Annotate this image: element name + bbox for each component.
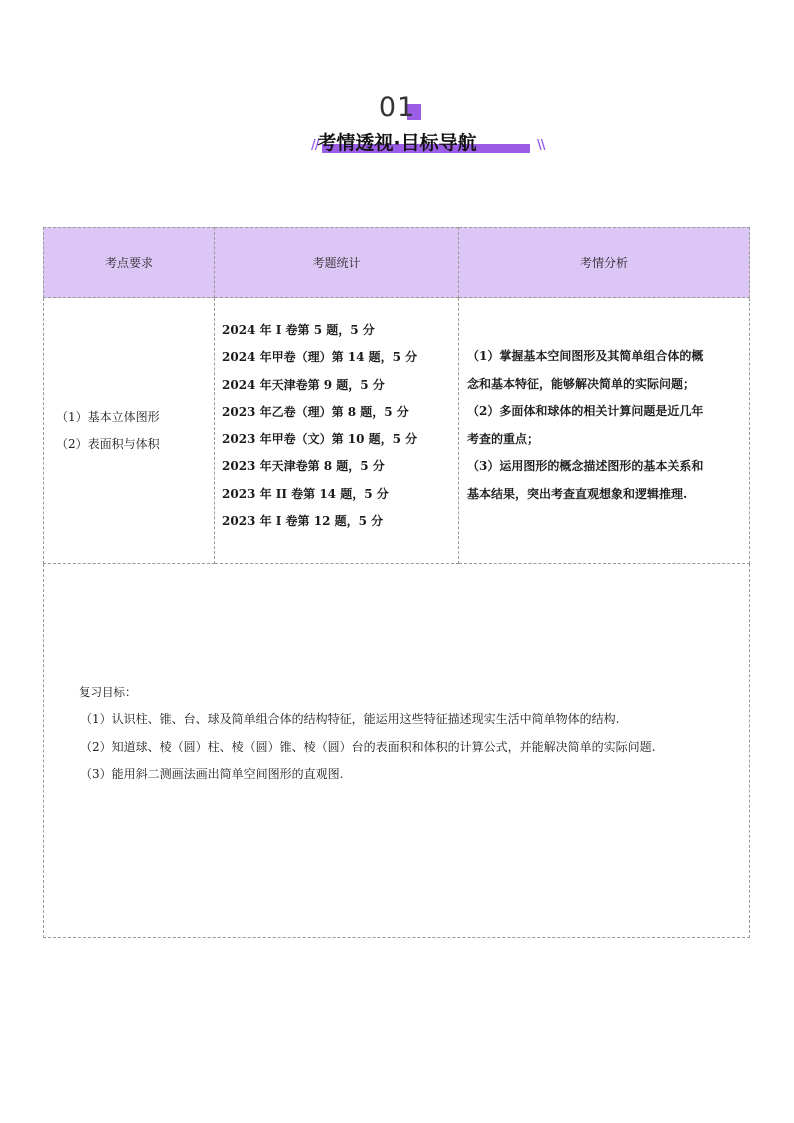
exam-analysis-table — [43, 227, 750, 938]
header-requirements: 考点要求 — [43, 227, 215, 298]
review-goals-cell — [43, 564, 750, 938]
analysis-line: （1）掌握基本空间图形及其简单组合体的概 — [467, 349, 704, 363]
statistic-item: 2023 年 II 卷第 14 题，5 分 — [222, 486, 389, 501]
section-number: 01 — [378, 92, 416, 123]
statistic-item: 2024 年 I 卷第 5 题，5 分 — [222, 323, 375, 337]
statistic-item: 2024 年天津卷第 9 题，5 分 — [222, 377, 385, 392]
analysis-line: （3）运用图形的概念描述图形的基本关系和 — [467, 459, 704, 473]
analysis-line: 念和基本特征，能够解决简单的实际问题； — [467, 376, 696, 391]
statistics-cell — [215, 298, 459, 564]
analysis-line: （2）多面体和球体的相关计算问题是近几年 — [467, 404, 704, 418]
header-analysis: 考情分析 — [459, 227, 750, 298]
goal-item: （1）认识柱、锥、台、球及简单组合体的结构特征，能运用这些特征描述现实生活中简单物体的结构. — [80, 712, 620, 727]
analysis-cell — [459, 298, 750, 564]
goal-item: （3）能用斜二测画法画出简单空间图形的直观图. — [80, 766, 344, 781]
requirements-cell — [43, 298, 215, 564]
table-header-row — [43, 227, 750, 298]
requirement-item: （1）基本立体图形 — [56, 409, 160, 424]
statistic-item: 2023 年乙卷（理）第 8 题，5 分 — [222, 404, 409, 419]
statistic-item: 2024 年甲卷（理）第 14 题，5 分 — [222, 350, 418, 365]
right-slash-decoration: \\ — [537, 138, 545, 153]
statistic-item: 2023 年 I 卷第 12 题，5 分 — [222, 514, 384, 529]
statistic-item: 2023 年天津卷第 8 题，5 分 — [222, 459, 385, 474]
goals-title: 复习目标： — [79, 685, 137, 699]
header-statistics: 考题统计 — [215, 227, 459, 298]
section-title: 考情透视·目标导航 — [317, 132, 477, 154]
analysis-line: 基本结果，突出考查直观想象和逻辑推理. — [467, 486, 688, 501]
table-row — [43, 298, 750, 564]
section-banner — [0, 92, 794, 162]
left-slash-decoration: // — [311, 138, 319, 153]
analysis-line: 考查的重点； — [467, 431, 540, 446]
requirement-item: （2）表面积与体积 — [56, 436, 160, 451]
goal-item: （2）知道球、棱（圆）柱、棱（圆）锥、棱（圆）台的表面积和体积的计算公式，并能解决简单的实际问题. — [80, 739, 656, 754]
statistic-item: 2023 年甲卷（文）第 10 题，5 分 — [222, 432, 418, 447]
